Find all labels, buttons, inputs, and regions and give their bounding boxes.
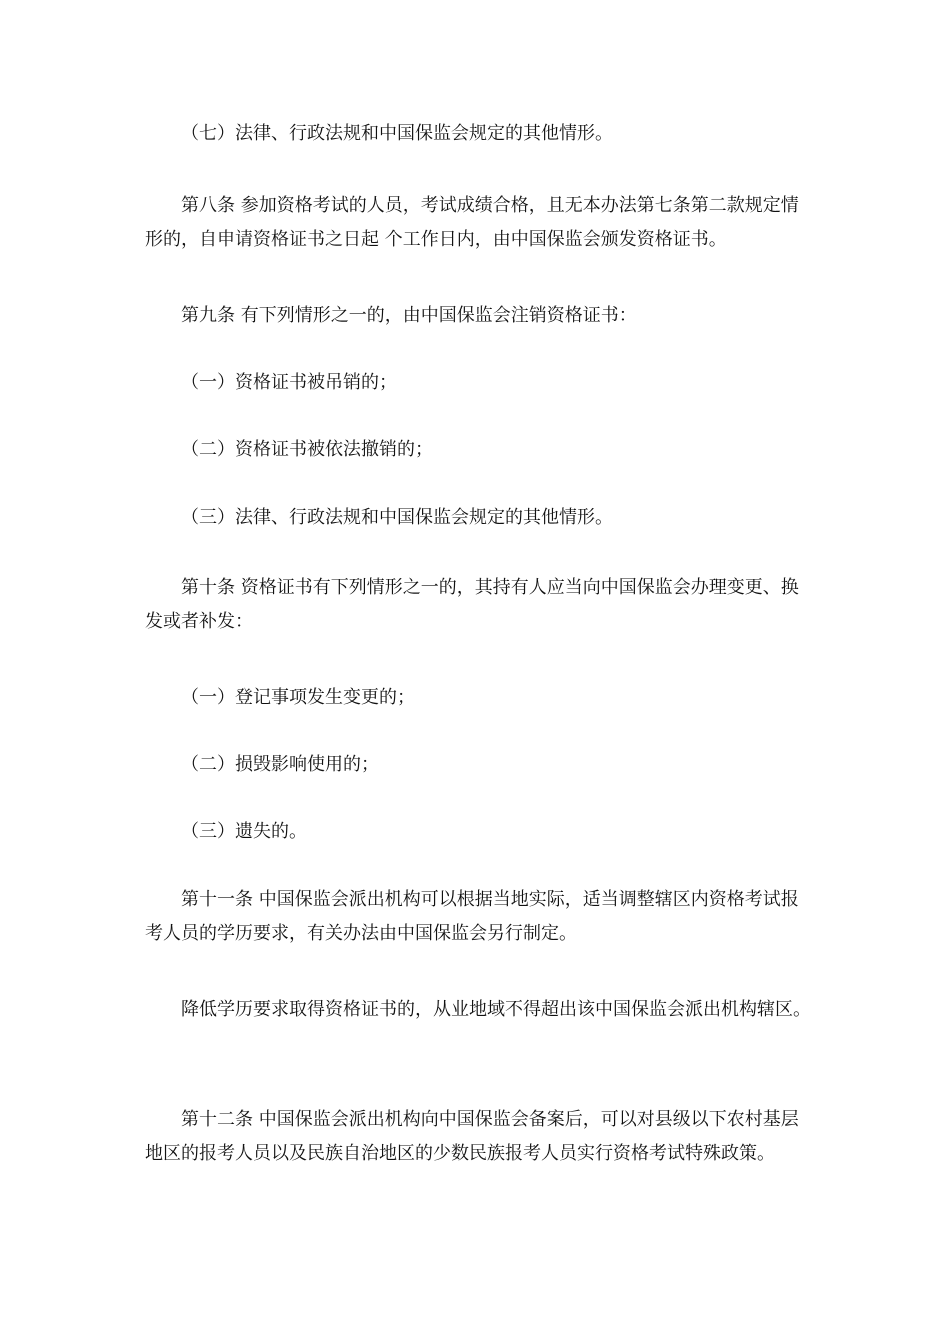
paragraph-article-9-item-3: （三）法律、行政法规和中国保监会规定的其他情形。	[181, 507, 613, 528]
paragraph-article-10-item-3: （三）遗失的。	[181, 821, 307, 842]
paragraph-article-11-note: 降低学历要求取得资格证书的，从业地域不得超出该中国保监会派出机构辖区。	[181, 999, 811, 1020]
paragraph-article-11: 第十一条 中国保监会派出机构可以根据当地实际，适当调整辖区内资格考试报考人员的学历要求，有关办法由中国保监会另行制定。	[145, 889, 799, 944]
paragraph-article-12: 第十二条 中国保监会派出机构向中国保监会备案后，可以对县级以下农村基层地区的报考人员以及民族自治地区的少数民族报考人员实行资格考试特殊政策。	[145, 1109, 799, 1164]
paragraph-article-9-item-2: （二）资格证书被依法撤销的；	[181, 439, 433, 460]
paragraph-article-8: 第八条 参加资格考试的人员，考试成绩合格，且无本办法第七条第二款规定情形的，自申请资格证书之日起 个工作日内，由中国保监会颁发资格证书。	[145, 195, 799, 250]
paragraph-article-10-item-1: （一）登记事项发生变更的；	[181, 687, 415, 708]
paragraph-item-7-other: （七）法律、行政法规和中国保监会规定的其他情形。	[181, 123, 613, 144]
paragraph-article-9-item-1: （一）资格证书被吊销的；	[181, 372, 397, 393]
paragraph-article-9: 第九条 有下列情形之一的，由中国保监会注销资格证书：	[181, 305, 637, 326]
paragraph-article-10: 第十条 资格证书有下列情形之一的，其持有人应当向中国保监会办理变更、换发或者补发：	[145, 577, 799, 632]
paragraph-article-10-item-2: （二）损毁影响使用的；	[181, 754, 379, 775]
